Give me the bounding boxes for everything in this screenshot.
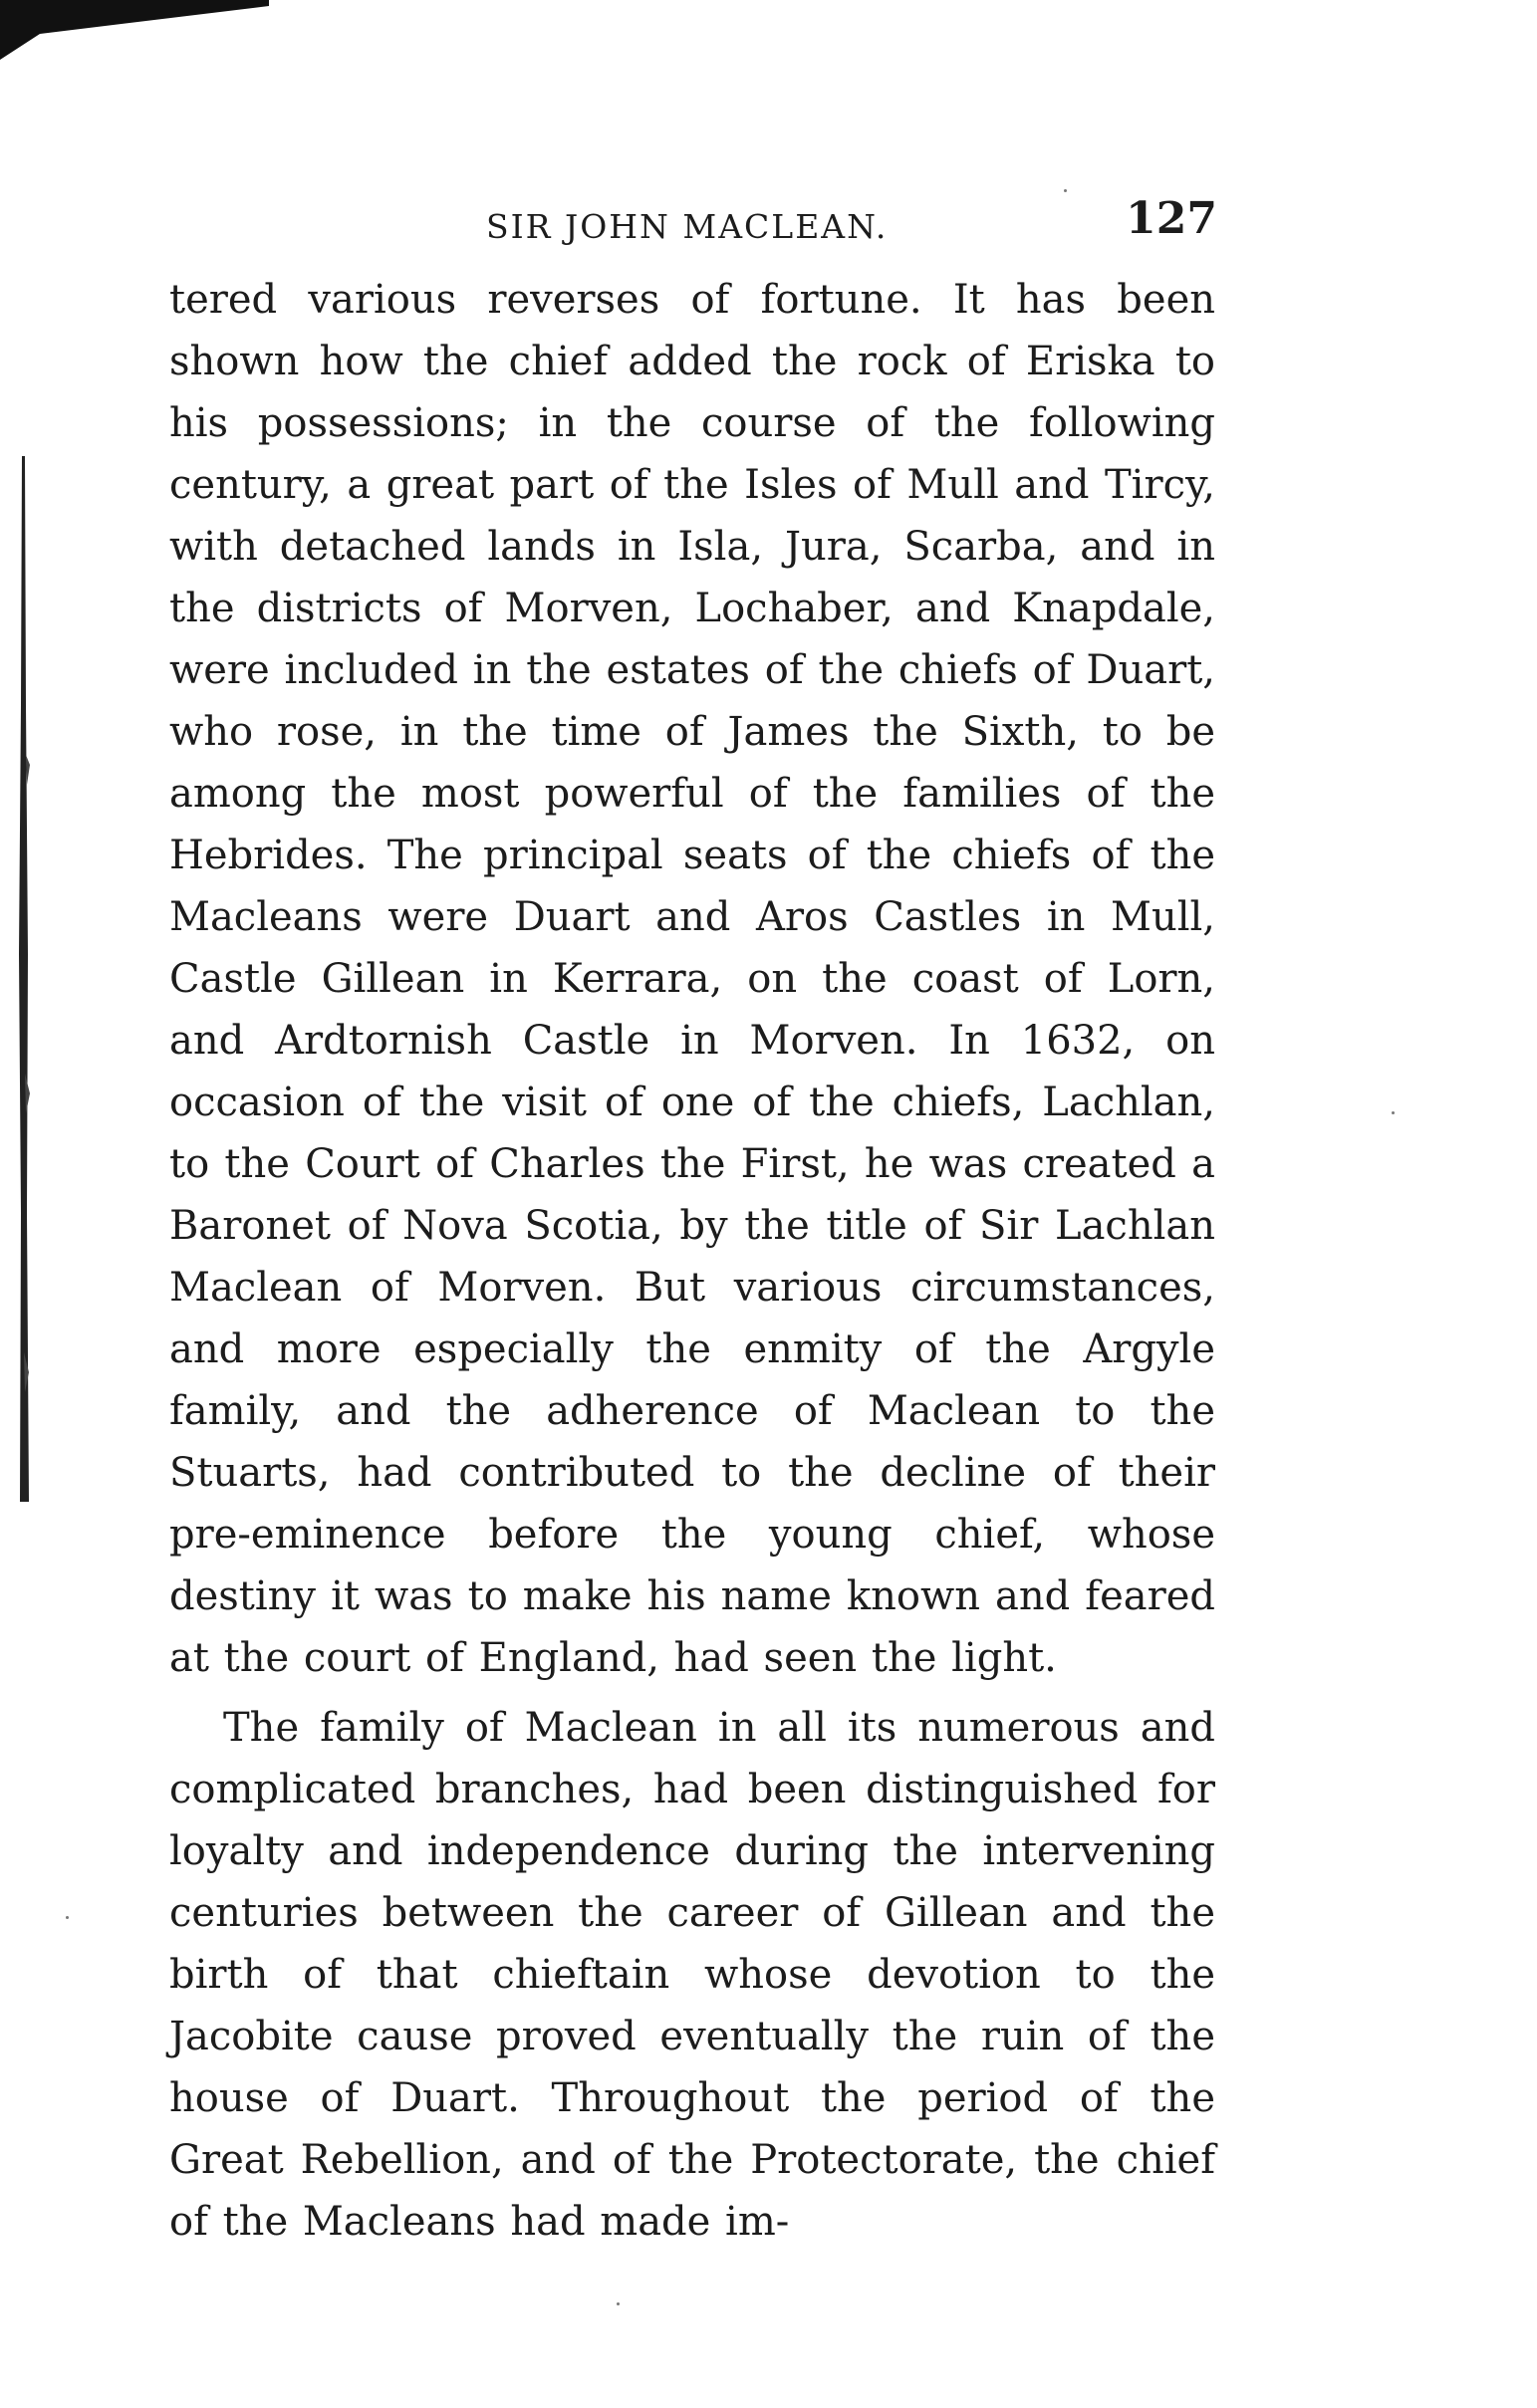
book-page bbox=[169, 189, 1215, 2253]
scan-speck bbox=[617, 2302, 620, 2305]
running-head-title: SIR JOHN MACLEAN. bbox=[486, 207, 889, 246]
body-paragraph: tered various reverses of fortune. It has been shown how the chief added the rock of Eriska to his possessions; in the course of the following century, a great part of the Isles of Mull and Tircy, with detached lands in Isla, Jura, Scarba, and in the districts of Morven, Lochaber, and Knapdale, were included in the estates of the chiefs of Duart, who rose, in the time of James the Sixth, to be among the most powerful of the families of the Hebrides. The principal seats of the chiefs of the Macleans were Duart and Aros Castles in Mull, Castle Gillean in Kerrara, on the coast of Lorn, and Ardtornish Castle in Morven. In 1632, on occasion of the visit of one of the chiefs, Lachlan, to the Court of Charles the First, he was created a Baronet of Nova Scotia, by the title of Sir Lachlan Maclean of Morven. But various circumstances, and more especially the enmity of the Argyle family, and the adherence of Maclean to the Stuarts, had contributed to the decline of their pre-eminence before the young chief, whose destiny it was to make his name known and feared at the court of England, had seen the light. bbox=[169, 277, 1215, 1681]
scan-speck bbox=[1392, 1111, 1395, 1114]
margin-scan-line bbox=[16, 456, 30, 1502]
page-number: 127 bbox=[1126, 193, 1217, 244]
page-body bbox=[169, 269, 1215, 2253]
body-paragraph: The family of Maclean in all its numerous and complicated branches, had been distinguished for loyalty and independence during the intervening centuries between the career of Gillean and the birth of that chieftain whose devotion to the Jacobite cause proved eventually the ruin of the house of Duart. Throughout the period of the Great Rebellion, and of the Protectorate, the chief of the Macleans had made im- bbox=[169, 1705, 1215, 2245]
scan-corner-mark bbox=[0, 0, 269, 60]
running-head bbox=[169, 189, 1215, 253]
scan-speck bbox=[66, 1916, 69, 1919]
